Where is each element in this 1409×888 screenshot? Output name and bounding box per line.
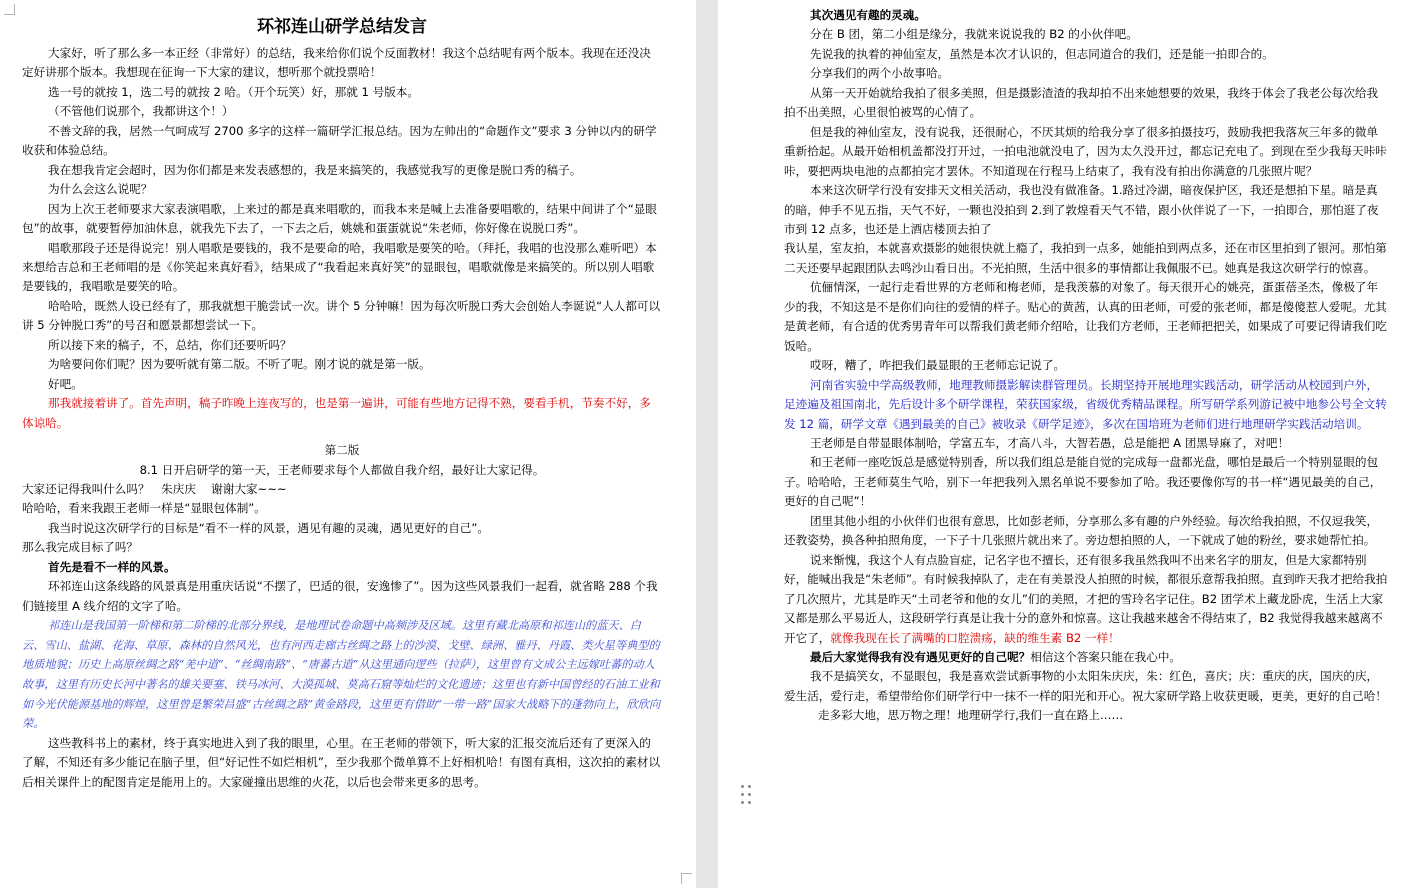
paragraph-text: 首先是看不一样的风景。 (48, 559, 176, 574)
paragraph (22, 433, 662, 441)
paragraph-text: 我当时说这次研学行的目标是“看不一样的风景，遇见有趣的灵魂，遇见更好的自己”。 (48, 520, 489, 535)
paragraph (784, 551, 1389, 648)
paragraph-text: （不管他们说那个，我都讲这个！） (48, 104, 234, 119)
paragraph (22, 616, 662, 734)
paragraph (784, 278, 1389, 356)
paragraph-text: 这些教科书上的素材，终于真实地进入到了我的眼里，心里。在王老师的带领下，听大家的汇报交流后还有了更深入的了解，不知还有多少能记在脑子里，但“好记性不如烂相机”，至少我那个微单算不上好相机哈！有图有真相，这次拍的素材以后相关课件上的配图肯定是能用上的。大家碰撞出思维的火花，以后也会带来更多的思考。 (22, 735, 661, 789)
paragraph-text: 王老师是自带显眼体制哈，学富五车，才高八斗，大智若愚，总是能把 A 团黑导麻了，对吧！ (810, 435, 1290, 450)
paragraph-text: 大家还记得我叫什么吗？ 朱庆庆 谢谢大家~~~ (22, 481, 287, 496)
paragraph-text: 因为上次王老师要求大家表演唱歌，上来过的都是真来唱歌的，而我本来是喊上去准备要唱歌的，结果中间讲了个“显眼包”的故事，就要暂停加油休息，就我先下去了，一下去之后，姚姚和蛋蛋就说“朱老师，你好像在说脱口秀”。 (22, 201, 657, 236)
paragraph-text: 我在想我肯定会超时，因为你们都是来发表感想的，我是来搞笑的，我感觉我写的更像是脱口秀的稿子。 (48, 162, 582, 177)
paragraph (22, 538, 662, 557)
paragraph-text: 河南省实验中学高级教师，地理教师摄影解读群管理员。长期坚持开展地理实践活动，研学活动从校园到户外，足迹遍及祖国南北，先后设计多个研学课程，荣获国家级，省级优秀精品课程。所写研学系列游记被中地参公号全文转发 12 篇，研学文章《遇到最美的自己》被收录《研学足迹》，多次在国培班为老师们进行地理研学实践活动培训。 (784, 377, 1387, 431)
paragraph-text: 为什么会这么说呢？ (48, 182, 153, 197)
left-page-body (22, 44, 662, 792)
paragraph-text: 伉俪情深，一起行走看世界的方老师和梅老师，是我羡慕的对象了。每天很开心的姚亮，蛋蛋蓓圣杰，像极了年少的我，不知这是不是你们向往的爱情的样子。贴心的黄茜，认真的田老师，可爱的张老师，都是傻傻惹人爱呢。尤其是黄老师，有合适的优秀男青年可以帮我们黄老师介绍哈，让我们方老师，王老师把把关，如果成了可要记得请我们吃饭哈。 (784, 280, 1387, 353)
paragraph (22, 375, 662, 394)
paragraph-text: 为啥要问你们呢？因为要听就有第二版。不听了呢。刚才说的就是第一版。 (48, 357, 431, 372)
paragraph (784, 123, 1389, 181)
paragraph (22, 297, 662, 336)
paragraph-text: 最后大家觉得我有没有遇见更好的自己呢？ (810, 649, 1031, 664)
paragraph (784, 453, 1389, 511)
paragraph-text: 走多彩大地，思万物之理！地理研学行,我们一直在路上…… (818, 708, 1124, 723)
paragraph-text: 分享我们的两个小故事哈。 (810, 66, 950, 81)
paragraph-text: 祁连山是我国第一阶梯和第二阶梯的北部分界线，是地理试卷命题中高频涉及区域。这里有藏北高原和祁连山的蓝天、白云、雪山、盐湖、花海、草原、森林的自然风光，也有河西走廊古丝绸之路上的沙漠、戈壁、绿洲、雅丹、丹霞、类火星等典型的地质地貌；历史上高原丝绸之路“羌中道”、“丝绸南路”、“唐蕃古道”从这里通向逻些（拉萨），这里曾有文成公主远嫁吐蕃的动人故事，这里有历史长河中著名的雄关要塞、铁马冰河、大漠孤城、莫高石窟等灿烂的文化遗迹；这里也有新中国曾经的石油工业和如今光伏能源基地的辉煌，这里曾是繁荣昌盛“古丝绸之路”黄金路段，这里更有借助“一带一路”国家大战略下的蓬勃向上，欣欣向荣。 (22, 619, 661, 731)
paragraph (22, 519, 662, 538)
paragraph (22, 461, 662, 480)
paragraph (784, 706, 1389, 725)
paragraph (784, 667, 1389, 706)
paragraph-text: 不善文辞的我，居然一气呵成写 2700 多字的这样一篇研学汇报总结。因为左帅出的“命题作文”要求 3 分钟以内的研学收获和体验总结。 (22, 123, 657, 158)
paragraph (22, 336, 662, 355)
paragraph-text: 本来这次研学行没有安排天文相关活动，我也没有做准备。1.路过冷湖，暗夜保护区，我还是想拍下星。暗是真的暗，伸手不见五指，天气不好，一颗也没拍到 2.到了敦煌看天气不错，跟小伙伴说了一下，一拍即合，那怕逛了夜市到 12 点多，也还是上酒店楼顶去拍了 (784, 183, 1379, 236)
paragraph (22, 394, 662, 433)
highlighted-text: 就像我现在长了满嘴的口腔溃疡，缺的维生素 B2 一样！ (830, 630, 1120, 645)
paragraph (784, 6, 1389, 25)
paragraph-text: 所以接下来的稿子，不，总结，你们还要听吗？ (48, 337, 292, 352)
paragraph-text: 好吧。 (48, 376, 83, 391)
paragraph-text: 那我就接着讲了。首先声明，稿子昨晚上连夜写的，也是第一遍讲，可能有些地方记得不熟，要看手机，节奏不好，多体谅哈。 (22, 396, 651, 430)
paragraph (22, 83, 662, 102)
paragraph-text: 哈哈哈，既然人设已经有了，那我就想干脆尝试一次。讲个 5 分钟嘛！因为每次听脱口秀大会创始人李诞说“人人都可以讲 5 分钟脱口秀”的号召和愿景都想尝试一下。 (22, 298, 661, 333)
paragraph-text: 8.1 日开启研学的第一天，王老师要求每个人都做自我介绍，最好让大家记得。 (139, 462, 545, 477)
paragraph-text: 但是我的神仙室友，没有说我，还很耐心，不厌其烦的给我分享了很多拍摄技巧，鼓励我把我落灰三年多的微单重新拾起。从最开始相机盖都没打开过，一拍电池就没电了，因为太久没开过，都忘记充电了。到现在至少我每天咔咔咔，要把两块电池的点都拍完才罢休。不知道现在行程马上结束了，我有没有拍出你满意的几张照片呢？ (784, 124, 1387, 178)
paragraph (784, 45, 1389, 64)
paragraph (22, 499, 662, 518)
document-title: 环祁连山研学总结发言 (257, 17, 427, 37)
paragraph (784, 64, 1389, 83)
paragraph (784, 376, 1389, 434)
paragraph (22, 734, 662, 792)
paragraph (22, 200, 662, 239)
paragraph-text: 大家好，听了那么多一本正经（非常好）的总结，我来给你们说个反面教材！我这个总结呢有两个版本。我现在还没决定好讲那个版本。我想现在征询一下大家的建议，想听那个就投票哈！ (22, 46, 651, 80)
paragraph-text: 说来惭愧，我这个人有点脸盲症，记名字也不擅长，还有很多我虽然我叫不出来名字的朋友，但是大家都特别好，能喊出我是“朱老师”。有时候我掉队了，走在有美景没人拍照的时候，都很乐意帮我拍照。直到昨天我才把给我拍了几次照片，尤其是昨天“土司老爷和他的女儿”们的美照，才把的雪玲名字记住。B2 团学术上藏龙卧虎，生活上大家又都是那么平易近人，这段研学行真是让我十分的意外和惊喜。这让我越来越舍不得结束了，B2 我觉得我越来越离不开它了， (784, 552, 1388, 645)
paragraph-text: 选一号的就按 1，选二号的就按 2 哈。（开个玩笑）好，那就 1 号版本。 (48, 84, 419, 99)
paragraph-text: 哎呀，糟了，咋把我们最显眼的王老师忘记说了。 (810, 358, 1066, 373)
paragraph (784, 239, 1389, 278)
paragraph (784, 648, 1389, 667)
paragraph (22, 44, 662, 83)
paragraph-text: 我不是搞笑女，不显眼包，我是喜欢尝试新事物的小太阳朱庆庆，朱：红色，喜庆；庆：重庆的庆，国庆的庆，爱生活，爱行走，希望带给你们研学行中一抹不一样的阳光和开心。祝大家研学路上收获更暖，更美，更好的自己哈！ (784, 669, 1387, 703)
paragraph (784, 181, 1389, 239)
paragraph-text: 从第一天开始就给我拍了很多美照，但是摄影渣渣的我却拍不出来她想要的效果，我终于体会了我老公每次给我拍不出美照，心里很怕被骂的心情了。 (784, 85, 1379, 120)
paragraph (22, 239, 662, 297)
paragraph-text: 哈哈哈，看来我跟王老师一样是“显眼包体制”。 (22, 501, 266, 516)
document-page-left (0, 0, 696, 888)
paragraph-text: 环祁连山这条线路的风景真是用重庆话说“不摆了，巴适的很，安逸惨了”。因为这些风景我们一起看，就省略 288 个我们链接里 A 线介绍的文字了哈。 (22, 579, 658, 613)
right-page-body (784, 6, 1389, 726)
paragraph (784, 25, 1389, 44)
page-corner-mark (681, 873, 692, 884)
paragraph-text-tail: 相信这个答案只能在我心中。 (1030, 649, 1182, 664)
paragraph-text: 我认星，室友拍，本就喜欢摄影的她很快就上瘾了，我拍到一点多，她能拍到两点多，还在市区里拍到了银河。那怕第二天还要早起跟团队去鸣沙山看日出。不光拍照，生活中很多的事情都让我佩服不已。她真是我这次研学行的惊喜。 (784, 241, 1387, 275)
paragraph (784, 512, 1389, 551)
paragraph (22, 558, 662, 577)
paragraph-text: 那么我完成目标了吗？ (22, 540, 138, 555)
paragraph (784, 84, 1389, 123)
paragraph (22, 122, 662, 161)
paragraph (22, 355, 662, 374)
paragraph (22, 441, 662, 460)
drag-handle-icon[interactable] (741, 785, 753, 807)
paragraph (22, 480, 662, 499)
paragraph-text: 先说我的执着的神仙室友，虽然是本次才认识的，但志同道合的我们，还是能一拍即合的。 (810, 46, 1274, 61)
paragraph (22, 161, 662, 180)
paragraph-text: 唱歌那段子还是得说完！别人唱歌是要钱的，我不是要命的哈，我唱歌是要笑的哈。（拜托，我唱的也没那么难听吧）本来想给吉总和王老师唱的是《你笑起来真好看》，结果成了“我看起来真好笑”的显眼包，唱歌就像是来搞笑的。所以别人唱歌是要钱的，我唱歌是要笑的哈。 (22, 240, 657, 294)
paragraph (784, 434, 1389, 453)
paragraph (784, 356, 1389, 375)
paragraph-text: 分在 B 团，第二小组是缘分，我就来说说我的 B2 的小伙伴吧。 (810, 27, 1138, 42)
paragraph (22, 102, 662, 121)
paragraph-text: 其次遇见有趣的灵魂。 (810, 8, 926, 22)
paragraph-text: 和王老师一座吃饭总是感觉特别香，所以我们组总是能自觉的完成每一盘都光盘，哪怕是最后一个特别显眼的包子。哈哈哈，王老师莫生气哈，别下一年把我列入黑名单说不要参加了哈。我还要像你写的书一样“遇见最美的自己，更好的自己呢”！ (784, 455, 1382, 509)
paragraph-text: 团里其他小组的小伙伴们也很有意思，比如彭老师，分享那么多有趣的户外经验。每次给我拍照，不仅逗我笑，还教姿势，换各种拍照角度，一下子十几张照片就出来了。旁边想拍照的人，一下就成了她的粉丝，要求她帮忙拍。 (784, 513, 1379, 548)
paragraph-text: 第二版 (324, 443, 360, 458)
paragraph (22, 180, 662, 199)
paragraph (22, 577, 662, 616)
page-corner-mark (4, 4, 15, 15)
document-page-right (718, 0, 1409, 888)
